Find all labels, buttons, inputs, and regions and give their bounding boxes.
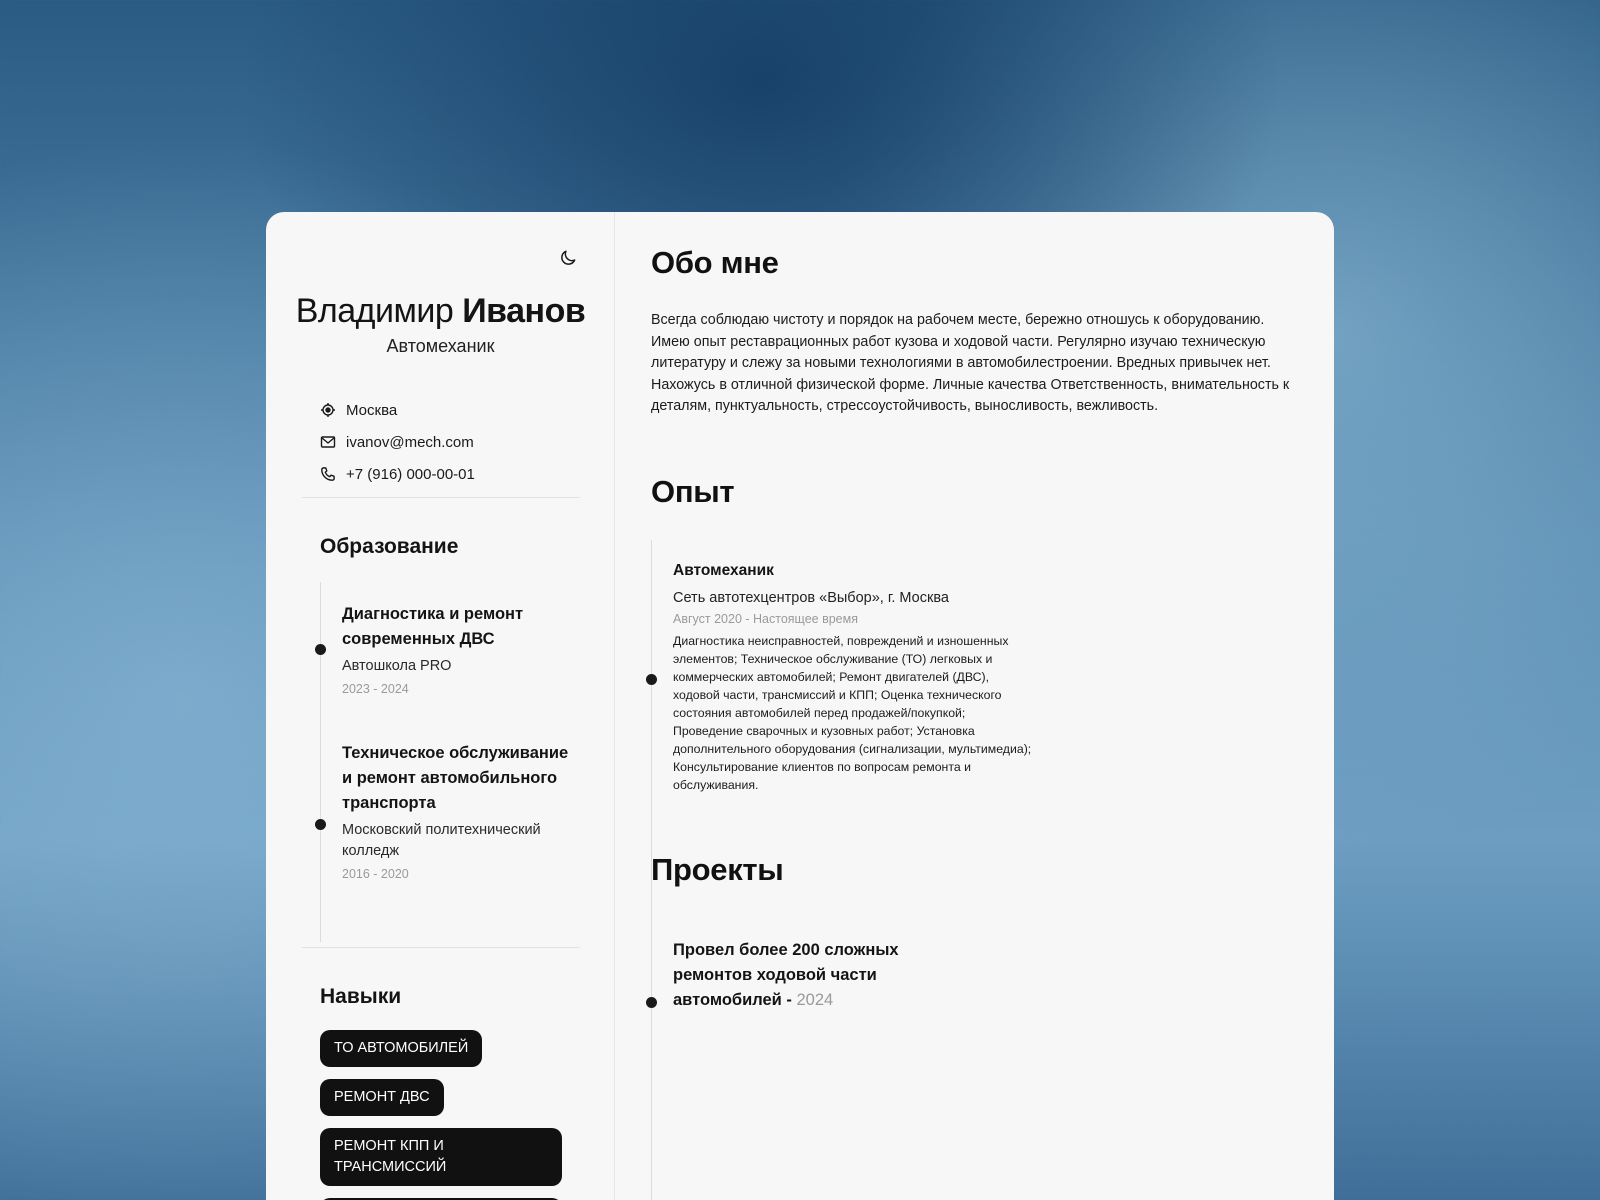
contact-location [320,394,475,426]
experience-item-company: Сеть автотехцентров «Выбор», г. Москва [673,590,949,606]
education-item [342,741,572,881]
profile-role: Автомеханик [386,336,495,356]
main-content [615,212,1334,1200]
contact-phone-text[interactable]: +7 (916) 000-00-01 [346,465,475,483]
education-item-title: Техническое обслуживание и ремонт автомобильного транспорта [342,744,569,812]
education-timeline-line [320,582,321,942]
education-item-years: 2023 - 2024 [342,682,409,696]
divider [302,497,580,498]
education-item [342,602,572,696]
experience-item-description: Диагностика неисправностей, повреждений и изношенных элементов; Техническое обслуживание (ТО) легковых и коммерческих автомобилей; Ремонт двигателей (ДВС), ходовой части, трансмиссий и КПП; Оценка технического состояния автомобилей перед продажей/покупкой; Проведение сварочных и кузовных работ; Установка дополнительного оборудования (сигнализации, мультимедиа); Консультирование клиентов по вопросам ремонта и обслуживания. [673,634,1032,792]
timeline-dot [646,674,657,685]
experience-item-title: Автомеханик [673,562,774,579]
contacts [320,394,475,490]
education-item-institution: Автошкола PRO [342,658,452,674]
education-item-title: Диагностика и ремонт современных ДВС [342,605,524,648]
skill-chip[interactable]: РЕМОНТ КПП И ТРАНСМИССИЙ [320,1128,562,1186]
contact-phone[interactable] [320,458,475,490]
education-title: Образование [320,535,459,558]
experience-item-dates: Август 2020 - Настоящее время [673,612,858,626]
timeline-dot [315,644,326,655]
projects-timeline-line [651,917,652,1200]
profile-name [266,292,615,331]
theme-toggle-button[interactable] [556,246,580,270]
education-item-institution: Московский политехнический колледж [342,822,541,859]
timeline-dot [646,997,657,1008]
projects-title: Проекты [651,852,784,887]
contact-email[interactable] [320,426,475,458]
about-title: Обо мне [651,245,779,280]
skills-list [320,1030,562,1200]
project-item [673,938,913,1013]
timeline-dot [315,819,326,830]
divider [302,947,580,948]
project-item-text: Провел более 200 сложных ремонтов ходовой части автомобилей - [673,941,899,1009]
skill-chip[interactable]: РЕМОНТ ДВС [320,1079,444,1116]
contact-location-text: Москва [346,401,398,419]
mail-icon [320,434,336,450]
contact-email-text[interactable]: ivanov@mech.com [346,433,474,451]
skill-chip[interactable]: ТО АВТОМОБИЛЕЙ [320,1030,482,1067]
education-item-years: 2016 - 2020 [342,867,409,881]
project-item-year: 2024 [796,991,834,1009]
phone-icon [320,466,336,482]
moon-icon [558,248,578,268]
experience-item [673,562,1033,794]
last-name: Иванов [462,292,586,330]
skills-title: Навыки [320,985,402,1008]
about-text: Всегда соблюдаю чистоту и порядок на рабочем месте, бережно отношусь к оборудованию. Имею опыт реставрационных работ кузова и ходовой части. Регулярно изучаю техническую литературу и слежу за новыми технологиями в автомобилестроении. Вредных привычек нет. Нахожусь в отличной физической форме. Личные качества Ответственность, внимательность к деталям, пунктуальность, стрессоустойчивость, выносливость, вежливость. [651,312,1290,414]
first-name: Владимир [295,292,454,330]
sidebar [266,212,615,1200]
project-item-title [673,938,913,1013]
location-icon [320,402,336,418]
resume-card [266,212,1334,1200]
experience-title: Опыт [651,474,735,509]
